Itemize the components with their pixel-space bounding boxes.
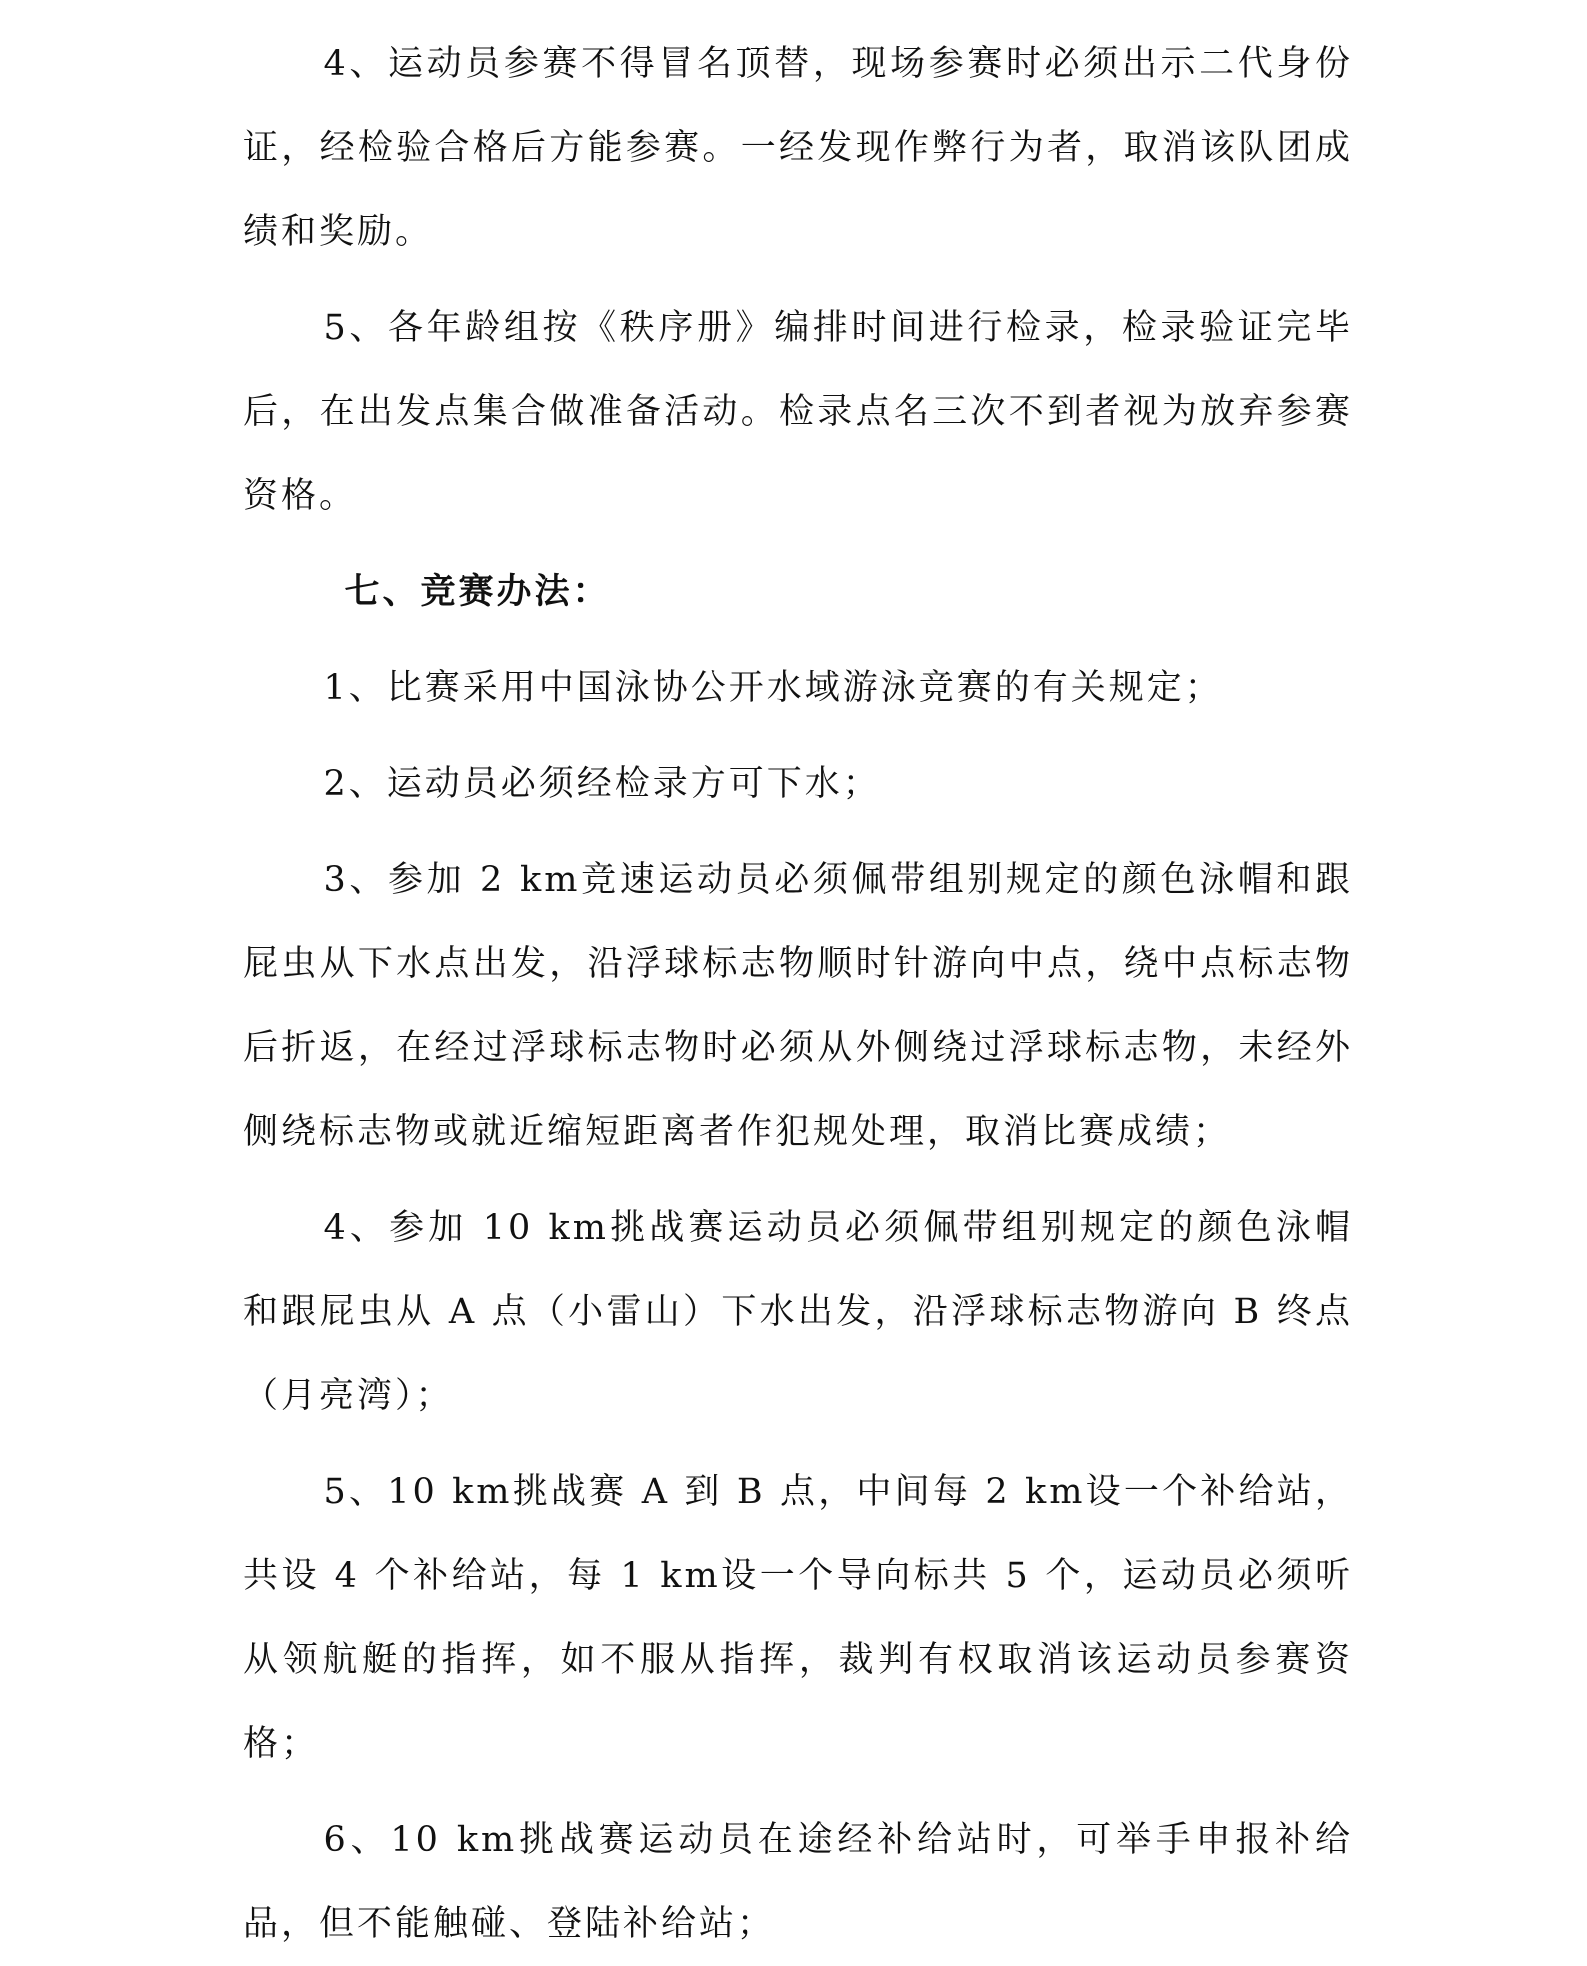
paragraph-rule-5-checkin: 5、各年龄组按《秩序册》编排时间进行检录，检录验证完毕后，在出发点集合做准备活动。检录点名三次不到者视为放弃参赛资格。 xyxy=(243,308,1353,516)
paragraph-method-2: 2、运动员必须经检录方可下水； xyxy=(323,764,881,804)
paragraph-rule-4-identity: 4、运动员参赛不得冒名顶替，现场参赛时必须出示二代身份证，经检验合格后方能参赛。一经发现作弊行为者，取消该队团成绩和奖励。 xyxy=(243,44,1353,252)
paragraph-method-4: 4、参加 10 km挑战赛运动员必须佩带组别规定的颜色泳帽和跟屁虫从 A 点（小雷山）下水出发，沿浮球标志物游向 B 终点（月亮湾）； xyxy=(243,1208,1353,1416)
paragraph-method-6: 6、10 km挑战赛运动员在途经补给站时，可举手申报补给品，但不能触碰、登陆补给站； xyxy=(243,1820,1353,1944)
paragraph-method-5: 5、10 km挑战赛 A 到 B 点，中间每 2 km设一个补给站，共设 4 个补给站，每 1 km设一个导向标共 5 个，运动员必须听从领航艇的指挥，如不服从指挥，裁判有权取消该运动员参赛资格； xyxy=(243,1472,1353,1764)
document-body xyxy=(243,22,1353,1966)
paragraph-method-1: 1、比赛采用中国泳协公开水域游泳竞赛的有关规定； xyxy=(323,668,1223,708)
section-heading-competition-method: 七、竞赛办法： xyxy=(344,571,611,612)
paragraph-method-3: 3、参加 2 km竞速运动员必须佩带组别规定的颜色泳帽和跟屁虫从下水点出发，沿浮球标志物顺时针游向中点，绕中点标志物后折返，在经过浮球标志物时必须从外侧绕过浮球标志物，未经外侧绕标志物或就近缩短距离者作犯规处理，取消比赛成绩； xyxy=(243,860,1353,1152)
